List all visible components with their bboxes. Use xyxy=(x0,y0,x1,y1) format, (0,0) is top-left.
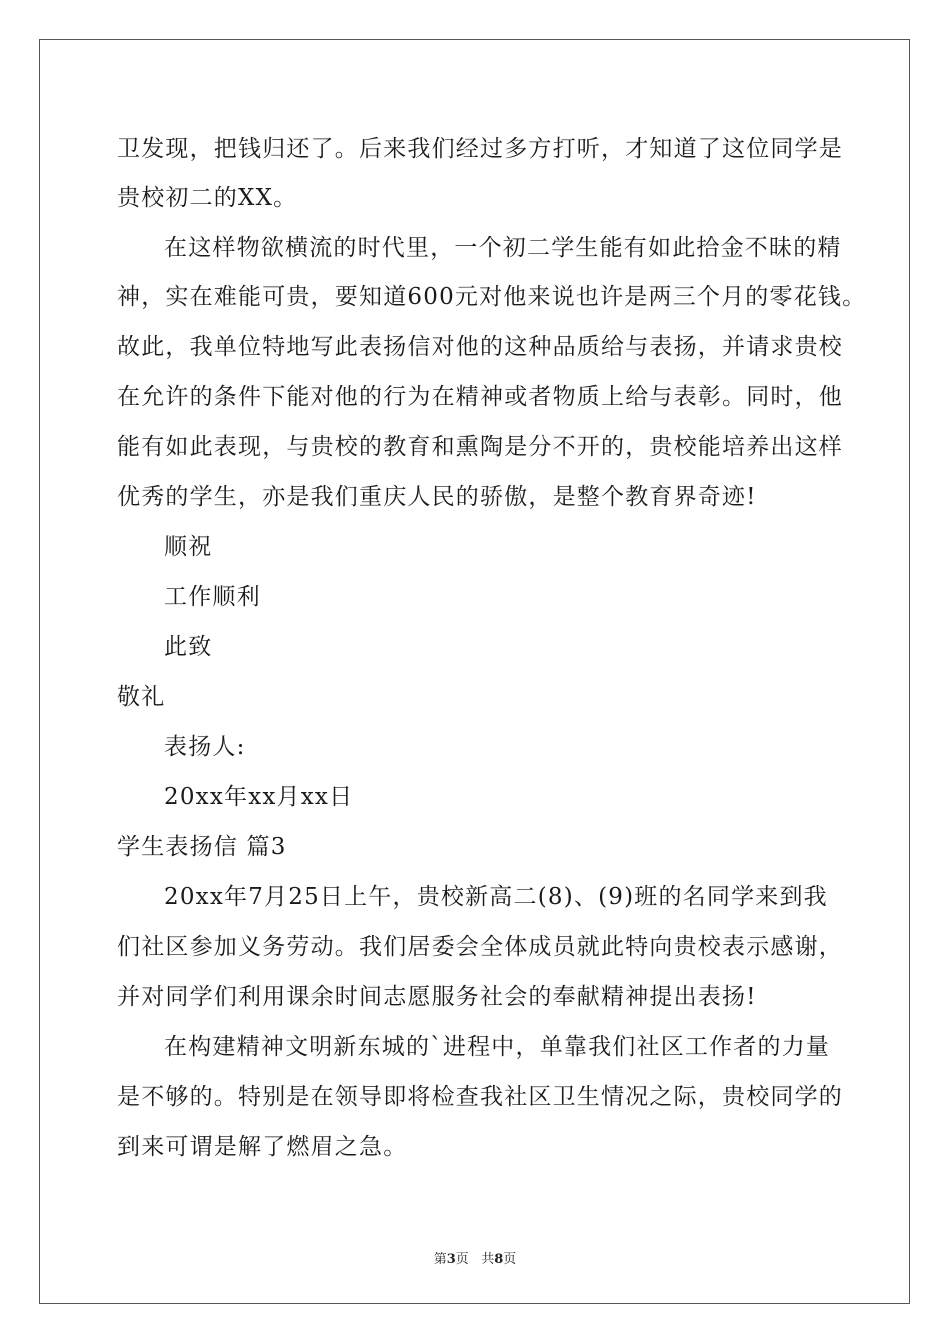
paragraph-line: 贵校初二的XX。 xyxy=(117,185,298,211)
paragraph-line: 优秀的学生，亦是我们重庆人民的骄傲，是整个教育界奇迹! xyxy=(117,484,757,510)
signature-line: 表扬人: xyxy=(164,734,246,760)
paragraph-line: 在这样物欲横流的时代里，一个初二学生能有如此拾金不昧的精 xyxy=(164,235,842,261)
closing-line: 此致 xyxy=(164,634,213,660)
paragraph-line: 到来可谓是解了燃眉之急。 xyxy=(117,1134,408,1160)
footer-mid: 页 共 xyxy=(455,1252,495,1267)
footer-prefix: 第 xyxy=(433,1252,447,1267)
paragraph-line: 在允许的条件下能对他的行为在精神或者物质上给与表彰。同时，他 xyxy=(117,384,843,410)
page-border xyxy=(39,39,910,1304)
footer-suffix: 页 xyxy=(503,1252,517,1267)
greeting-line: 顺祝 xyxy=(164,534,213,560)
paragraph-line: 在构建精神文明新东城的`进程中，单靠我们社区工作者的力量 xyxy=(164,1034,831,1060)
closing-line: 敬礼 xyxy=(117,684,166,710)
paragraph-line: 卫发现，把钱归还了。后来我们经过多方打听，才知道了这位同学是 xyxy=(117,136,843,162)
paragraph-line: 20xx年7月25日上午，贵校新高二(8)、(9)班的名同学来到我 xyxy=(164,884,828,910)
paragraph-line: 故此，我单位特地写此表扬信对他的这种品质给与表扬，并请求贵校 xyxy=(117,334,843,360)
paragraph-line: 们社区参加义务劳动。我们居委会全体成员就此特向贵校表示感谢， xyxy=(117,934,843,960)
current-page-number: 3 xyxy=(446,1252,456,1267)
section-heading: 学生表扬信 篇3 xyxy=(117,834,287,860)
page-footer xyxy=(0,1248,950,1267)
total-pages-number: 8 xyxy=(494,1252,504,1267)
paragraph-line: 神，实在难能可贵，要知道600元对他来说也许是两三个月的零花钱。 xyxy=(117,284,867,310)
greeting-line: 工作顺利 xyxy=(164,584,261,610)
date-line: 20xx年xx月xx日 xyxy=(164,784,354,810)
paragraph-line: 是不够的。特别是在领导即将检查我社区卫生情况之际，贵校同学的 xyxy=(117,1084,843,1110)
paragraph-line: 并对同学们利用课余时间志愿服务社会的奉献精神提出表扬! xyxy=(117,984,757,1010)
paragraph-line: 能有如此表现，与贵校的教育和熏陶是分不开的，贵校能培养出这样 xyxy=(117,434,843,460)
